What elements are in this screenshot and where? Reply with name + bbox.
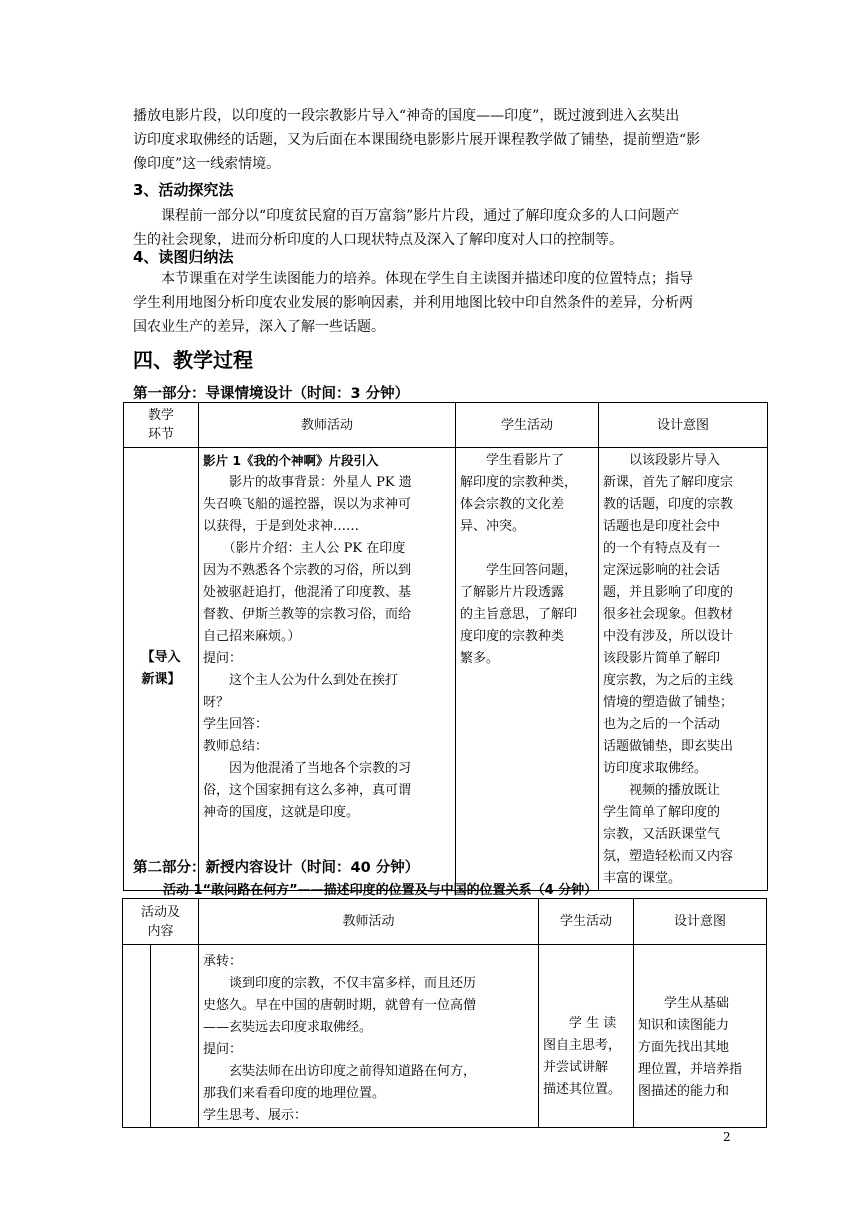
intro-line: 像印度”这一线索情境。 <box>133 156 281 172</box>
text-line: 以该段影片导入 <box>603 453 721 468</box>
header-student: 学生活动 <box>539 899 634 945</box>
header-stage-line2: 环节 <box>147 427 174 442</box>
text-line: 俗，这个国家拥有这么多神，真可谓 <box>203 783 412 798</box>
text-line: 的主旨意思，了解印 <box>460 607 578 622</box>
activity-cell-b <box>151 945 199 1128</box>
text-line: 承转： <box>203 954 243 969</box>
text-line: 玄奘法师在出访印度之前得知道路在何方， <box>203 1064 477 1079</box>
intro-line: 播放电影片段，以印度的一段宗教影片导入“神奇的国度——印度”，既过渡到进入玄奘出 <box>133 108 680 124</box>
activity-title: 活动 1“敢问路在何方”——描述印度的位置及与中国的位置关系（4 分钟） <box>163 883 598 898</box>
text-line: 学生回答问题， <box>460 563 578 578</box>
text-line: 丰富的课堂。 <box>603 871 682 886</box>
section-title: 四、教学过程 <box>133 348 253 372</box>
text-line: 这个主人公为什么到处在挨打 <box>203 673 399 688</box>
teacher-lines <box>203 472 451 824</box>
header-teacher: 教师活动 <box>199 899 539 945</box>
text-line: 教的话题，印度的宗教 <box>603 497 734 512</box>
text-line: 因为他混淆了当地各个宗教的习 <box>203 761 412 776</box>
student-lines <box>543 1013 631 1101</box>
text-line: 失召唤飞船的遥控器，误以为求神可 <box>203 497 412 512</box>
text-line: 了解影片片段透露 <box>460 585 565 600</box>
header-activity-line1: 活动及 <box>141 904 181 920</box>
text-line: 督教、伊斯兰教等的宗教习俗，而给 <box>203 607 412 622</box>
text-line: 宗教，又活跃课堂气 <box>603 827 721 842</box>
teacher-cell <box>199 448 456 891</box>
part1-table <box>123 402 768 891</box>
text-line: 描述其位置。 <box>543 1082 622 1097</box>
stage-line: 【导入 <box>141 650 181 665</box>
part1-title: 第一部分：导课情境设计（时间：3 分钟） <box>133 386 410 402</box>
text-line: 以获得，于是到处求神…… <box>203 519 360 534</box>
header-stage <box>124 403 199 448</box>
text-line: 知识和读图能力 <box>638 1018 730 1033</box>
text-line: 定深远影响的社会话 <box>603 563 721 578</box>
text-line: 度印度的宗教种类 <box>460 629 565 644</box>
text-line: 处被驱赶追打，他混淆了印度教、基 <box>203 585 412 600</box>
text-line: 话题做铺垫，即玄奘出 <box>603 739 734 754</box>
text-line: 氛，塑造轻松而又内容 <box>603 849 734 864</box>
text-line: 影片的故事背景：外星人 PK 遗 <box>203 475 412 490</box>
text-line: 图自主思考， <box>543 1038 622 1053</box>
text-line: 学生简单了解印度的 <box>603 805 721 820</box>
text-line: 视频的播放既让 <box>603 783 721 798</box>
method3-paragraph <box>133 204 679 252</box>
text-line: 繁多。 <box>460 651 500 666</box>
intro-paragraph <box>133 104 700 176</box>
header-intent: 设计意图 <box>634 899 767 945</box>
text-line: 学生看影片了 <box>460 453 565 468</box>
student-lines-b <box>460 560 594 670</box>
text-line: 因为不熟悉各个宗教的习俗，所以到 <box>203 563 412 578</box>
activity-cell-a <box>123 945 151 1128</box>
intro-line: 访印度求取佛经的话题，又为后面在本课围绕电影影片展开课程教学做了铺垫，提前塑造“影 <box>133 132 701 148</box>
text-line: 题，并且影响了印度的 <box>603 585 734 600</box>
text-line: 呀？ <box>203 695 230 710</box>
text-line: 异、冲突。 <box>460 519 526 534</box>
method4-line: 学生利用地图分析印度农业发展的影响因素，并利用地图比较中印自然条件的差异，分析两 <box>133 295 693 311</box>
text-line: ——玄奘远去印度求取佛经。 <box>203 1020 373 1035</box>
text-line: 自己招来麻烦。） <box>203 629 301 644</box>
intent-lines <box>638 993 762 1103</box>
text-line: 那我们来看看印度的地理位置。 <box>203 1086 386 1101</box>
method3-heading: 3、活动探究法 <box>133 181 234 199</box>
header-student: 学生活动 <box>456 403 599 448</box>
text-line: 方面先找出其地 <box>638 1040 730 1055</box>
method3-line: 生的社会现象，进而分析印度的人口现状特点及深入了解印度对人口的控制等。 <box>133 232 623 248</box>
intent-cell <box>599 448 768 891</box>
text-line: 也为之后的一个活动 <box>603 717 721 732</box>
student-cell <box>456 448 599 891</box>
method3-line: 课程前一部分以“印度贫民窟的百万富翁”影片片段，通过了解印度众多的人口问题产 <box>161 208 680 224</box>
student-lines-a <box>460 450 594 538</box>
method4-line: 国农业生产的差异，深入了解一些话题。 <box>133 319 385 335</box>
header-teacher: 教师活动 <box>199 403 456 448</box>
text-line: 教师总结： <box>203 739 269 754</box>
method4-line: 本节课重在对学生读图能力的培养。体现在学生自主读图并描述印度的位置特点；指导 <box>161 271 693 287</box>
method4-heading: 4、读图归纳法 <box>133 248 234 266</box>
text-line: 提问： <box>203 1042 243 1057</box>
text-line: 理位置，并培养指 <box>638 1062 743 1077</box>
teacher-lines <box>203 951 534 1127</box>
text-line: 提问： <box>203 651 243 666</box>
text-line: 学生回答： <box>203 717 269 732</box>
header-intent: 设计意图 <box>599 403 768 448</box>
text-line: 新课，首先了解印度宗 <box>603 475 734 490</box>
text-line: 访印度求取佛经。 <box>603 761 708 776</box>
text-line: 史悠久。早在中国的唐朝时期，就曾有一位高僧 <box>203 998 477 1013</box>
text-line: 体会宗教的文化差 <box>460 497 565 512</box>
text-line: 学 生 读 <box>543 1016 617 1031</box>
text-line: 的一个有特点及有一 <box>603 541 721 556</box>
text-line: 神奇的国度，这就是印度。 <box>203 805 360 820</box>
stage-line: 新课】 <box>141 672 181 687</box>
text-line: 学生从基础 <box>638 996 730 1011</box>
part2-title: 第二部分：新授内容设计（时间：40 分钟） <box>133 860 420 876</box>
header-activity-line2: 内容 <box>147 923 174 939</box>
text-line: 并尝试讲解 <box>543 1060 609 1075</box>
text-line: 图描述的能力和 <box>638 1084 730 1099</box>
method4-paragraph <box>133 267 693 339</box>
text-line: 很多社会现象。但教材 <box>603 607 734 622</box>
page-number: 2 <box>723 1130 731 1144</box>
text-line: （影片介绍：主人公 PK 在印度 <box>203 541 406 556</box>
part2-table <box>122 898 767 1128</box>
text-line: 情境的塑造做了铺垫； <box>603 695 734 710</box>
text-line: 该段影片简单了解印 <box>603 651 721 666</box>
text-line: 话题也是印度社会中 <box>603 519 721 534</box>
stage-cell <box>124 448 199 891</box>
header-stage-line1: 教学 <box>147 408 174 423</box>
text-line: 谈到印度的宗教，不仅丰富多样，而且还历 <box>203 976 477 991</box>
film-title: 影片 1《我的个神啊》片段引入 <box>203 453 379 468</box>
text-line: 解印度的宗教种类， <box>460 475 578 490</box>
text-line: 度宗教，为之后的主线 <box>603 673 734 688</box>
intent-lines <box>603 450 763 890</box>
intent-cell <box>634 945 767 1128</box>
header-activity <box>123 899 199 945</box>
teacher-cell <box>199 945 539 1128</box>
student-cell <box>539 945 634 1128</box>
text-line: 中没有涉及，所以设计 <box>603 629 734 644</box>
text-line: 学生思考、展示： <box>203 1108 308 1123</box>
